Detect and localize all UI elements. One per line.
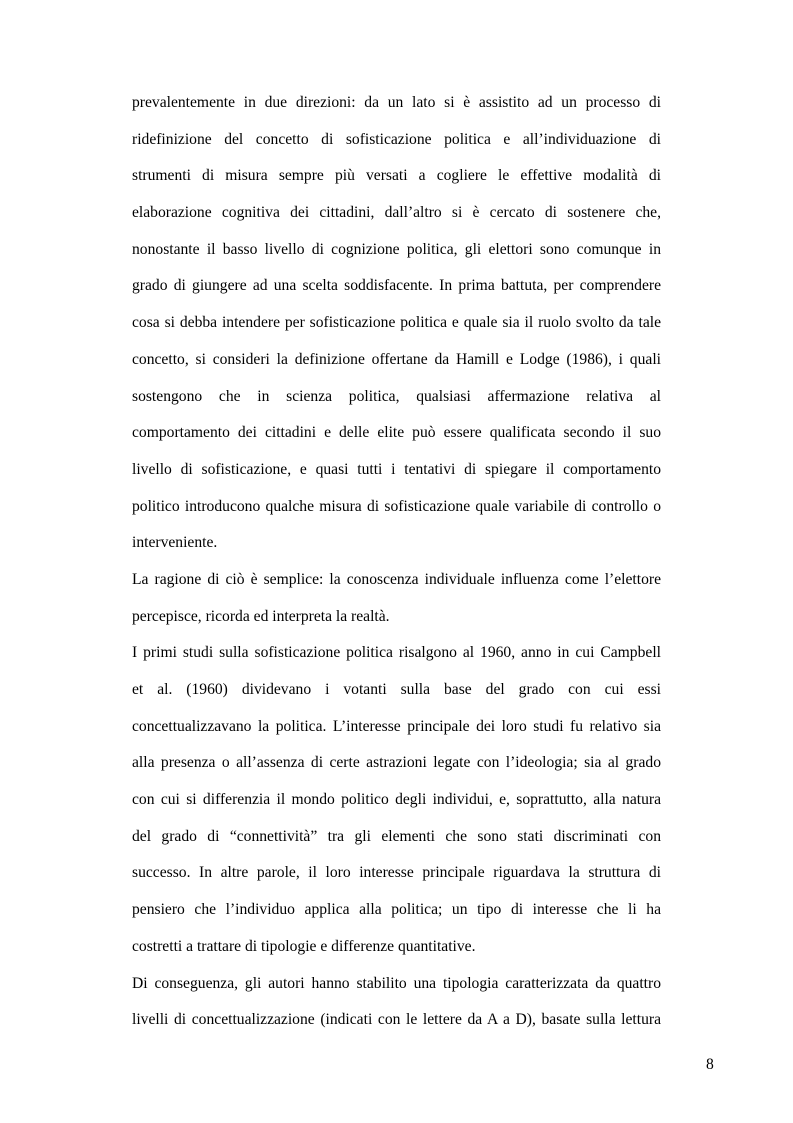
text-line: Di conseguenza, gli autori hanno stabilito una tipologia caratterizzata da quattro xyxy=(132,974,661,992)
text-line: sostengono che in scienza politica, qualsiasi affermazione relativa al xyxy=(132,387,661,405)
text-line: alla presenza o all’assenza di certe astrazioni legate con l’ideologia; sia al grado xyxy=(132,754,661,772)
text-line: et al. (1960) dividevano i votanti sulla base del grado con cui essi xyxy=(132,681,661,698)
text-line: concettualizzavano la politica. L’interesse principale dei loro studi fu relativo sia xyxy=(132,717,661,735)
text-line: interveniente. xyxy=(132,534,218,552)
body-text xyxy=(132,90,661,1044)
text-line: prevalentemente in due direzioni: da un lato si è assistito ad un processo di xyxy=(132,94,661,111)
text-line: concetto, si consideri la definizione offertane da Hamill e Lodge (1986), i quali xyxy=(132,350,661,368)
text-line: pensiero che l’individuo applica alla politica; un tipo di interesse che li ha xyxy=(132,901,661,919)
text-line: I primi studi sulla sofisticazione politica risalgono al 1960, anno in cui Campbell xyxy=(132,644,661,662)
text-line: grado di giungere ad una scelta soddisfacente. In prima battuta, per comprendere xyxy=(132,277,661,295)
page-number: 8 xyxy=(706,1056,714,1073)
text-line: politico introducono qualche misura di sofisticazione quale variabile di controllo o xyxy=(132,497,661,515)
text-line: elaborazione cognitiva dei cittadini, dall’altro si è cercato di sostenere che, xyxy=(132,204,661,222)
text-line: livello di sofisticazione, e quasi tutti i tentativi di spiegare il comportamento xyxy=(132,460,661,478)
text-line: percepisce, ricorda ed interpreta la realtà. xyxy=(132,607,390,625)
text-line: del grado di “connettività” tra gli elementi che sono stati discriminati con xyxy=(132,827,661,845)
text-line: comportamento dei cittadini e delle elite può essere qualificata secondo il suo xyxy=(132,424,661,442)
text-line: con cui si differenzia il mondo politico degli individui, e, soprattutto, alla natura xyxy=(132,791,661,809)
text-line: cosa si debba intendere per sofisticazione politica e quale sia il ruolo svolto da tale xyxy=(132,314,661,332)
text-line: livelli di concettualizzazione (indicati con le lettere da A a D), basate sulla lettura xyxy=(132,1011,661,1029)
text-line: La ragione di ciò è semplice: la conoscenza individuale influenza come l’elettore xyxy=(132,570,661,588)
text-line: nonostante il basso livello di cognizione politica, gli elettori sono comunque in xyxy=(132,240,661,258)
text-line: successo. In altre parole, il loro interesse principale riguardava la struttura di xyxy=(132,864,661,882)
text-line: ridefinizione del concetto di sofisticazione politica e all’individuazione di xyxy=(132,130,661,148)
text-line: strumenti di misura sempre più versati a cogliere le effettive modalità di xyxy=(132,167,661,185)
text-line: costretti a trattare di tipologie e differenze quantitative. xyxy=(132,937,476,955)
